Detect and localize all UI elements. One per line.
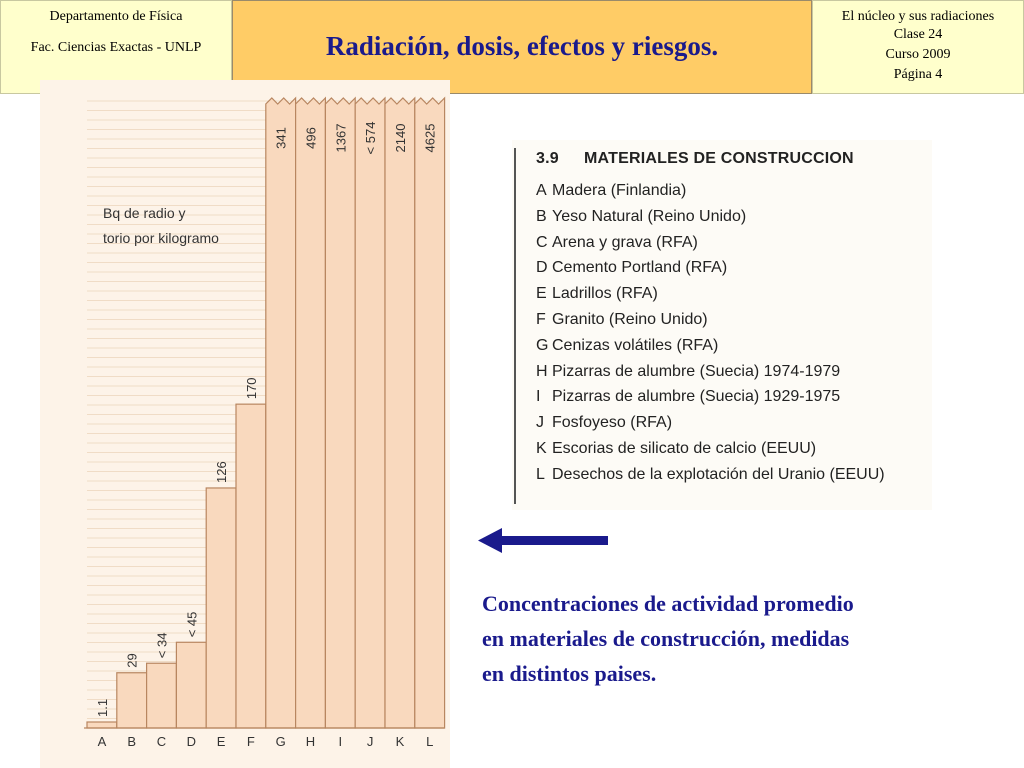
legend-item-text: Yeso Natural (Reino Unido): [552, 207, 747, 225]
legend-item-letter: D: [536, 259, 548, 277]
legend-item-letter: F: [536, 311, 546, 328]
class-label: Clase 24: [893, 27, 943, 42]
legend-item-i: [536, 388, 840, 406]
caption-line-3: en distintos paises.: [482, 661, 657, 686]
bar-chart: [40, 80, 450, 768]
legend-item-letter: L: [536, 465, 545, 483]
bar-i: [325, 98, 355, 728]
x-tick-label-k: K: [395, 734, 405, 749]
legend-item-letter: E: [536, 285, 547, 303]
bar-value-label-e: 126: [214, 461, 230, 483]
legend-item-text: Ladrillos (RFA): [552, 285, 658, 303]
legend-item-l: [536, 466, 885, 484]
legend-item-h: [536, 363, 840, 381]
course-topic-label: El núcleo y sus radiaciones: [841, 9, 995, 24]
x-tick-label-a: A: [97, 734, 107, 749]
bar-c: [147, 663, 177, 728]
page-number-label: Página 4: [893, 67, 943, 82]
legend-item-text: Escorias de silicato de calcio (EEUU): [552, 440, 817, 457]
legend-item-letter: I: [536, 388, 541, 406]
bar-j: [355, 98, 385, 728]
department-label: Departamento de Física: [49, 9, 183, 24]
legend-item-letter: C: [536, 233, 548, 251]
legend-heading: [536, 150, 854, 168]
legend-item-letter: H: [536, 362, 548, 380]
x-tick-label-e: E: [216, 734, 226, 749]
header-right-panel: [812, 0, 1024, 94]
legend-item-letter: J: [536, 414, 544, 432]
legend-item-text: Pizarras de alumbre (Suecia) 1929-1975: [552, 388, 841, 406]
bar-value-label-g: 341: [273, 127, 289, 149]
bar-b: [117, 673, 147, 728]
bar-value-label-f: 170: [243, 377, 259, 400]
legend-item-c: [536, 234, 698, 252]
course-year-label: Curso 2009: [885, 47, 951, 62]
caption-line-1: Concentraciones de actividad promedio: [482, 591, 854, 616]
bar-d: [176, 642, 206, 728]
bar-value-label-d: < 45: [184, 611, 200, 638]
faculty-label: Fac. Ciencias Exactas - UNLP: [30, 40, 202, 55]
chart-caption: [482, 586, 1002, 691]
x-tick-label-l: L: [426, 734, 434, 749]
bar-value-label-a: 1.1: [94, 698, 110, 717]
bar-k: [385, 98, 415, 728]
legend-item-letter: B: [536, 207, 547, 225]
materials-legend: [512, 140, 932, 510]
x-tick-label-f: F: [246, 734, 255, 749]
legend-item-text: Cenizas volátiles (RFA): [552, 336, 719, 354]
legend-item-text: Desechos de la explotación del Uranio (EEUU): [552, 465, 885, 483]
legend-item-letter: A: [536, 182, 547, 199]
bar-value-label-h: 496: [303, 127, 319, 149]
bar-e: [206, 488, 236, 728]
bar-a: [87, 722, 117, 728]
legend-item-text: Cemento Portland (RFA): [552, 259, 728, 277]
legend-item-text: Madera (Finlandia): [552, 182, 687, 199]
bar-value-label-j: < 574: [363, 121, 379, 155]
legend-number: 3.9: [536, 150, 559, 167]
bar-value-label-k: 2140: [392, 123, 408, 153]
bar-g: [266, 98, 296, 728]
left-arrow-icon: [478, 524, 610, 558]
legend-item-f: [536, 311, 708, 329]
legend-item-letter: G: [536, 336, 549, 354]
x-tick-label-h: H: [305, 734, 316, 749]
bar-value-label-i: 1367: [333, 123, 349, 153]
bar-value-label-b: 29: [124, 653, 140, 668]
legend-title: MATERIALES DE CONSTRUCCION: [584, 150, 854, 167]
legend-rule: [514, 148, 516, 504]
legend-item-letter: K: [536, 440, 547, 457]
caption-line-2: en materiales de construcción, medidas: [482, 626, 850, 651]
bar-value-label-c: < 34: [154, 632, 170, 659]
legend-item-d: [536, 259, 727, 277]
legend-item-k: [536, 440, 816, 458]
bar-value-label-l: 4625: [422, 123, 438, 153]
x-tick-label-g: G: [275, 734, 286, 749]
x-tick-label-c: C: [156, 734, 167, 749]
slide-title: Radiación, dosis, efectos y riesgos.: [325, 31, 719, 61]
legend-item-text: Pizarras de alumbre (Suecia) 1974-1979: [552, 362, 841, 380]
bar-l: [415, 98, 445, 728]
x-tick-label-b: B: [127, 734, 137, 749]
x-tick-label-j: J: [366, 734, 374, 749]
legend-item-b: [536, 208, 746, 226]
legend-item-a: [536, 182, 686, 200]
legend-item-j: [536, 414, 672, 432]
legend-item-text: Fosfoyeso (RFA): [552, 414, 673, 432]
x-tick-label-i: I: [338, 734, 343, 749]
bar-h: [296, 98, 326, 728]
legend-item-text: Granito (Reino Unido): [552, 311, 708, 328]
legend-item-g: [536, 337, 718, 355]
y-axis-label-line-1: Bq de radio y: [103, 205, 186, 221]
legend-item-e: [536, 285, 658, 303]
bar-f: [236, 404, 266, 728]
legend-item-text: Arena y grava (RFA): [552, 233, 698, 251]
y-axis-label-line-2: torio por kilogramo: [103, 230, 219, 246]
bar-chart-svg: [40, 80, 450, 768]
x-tick-label-d: D: [186, 734, 196, 749]
